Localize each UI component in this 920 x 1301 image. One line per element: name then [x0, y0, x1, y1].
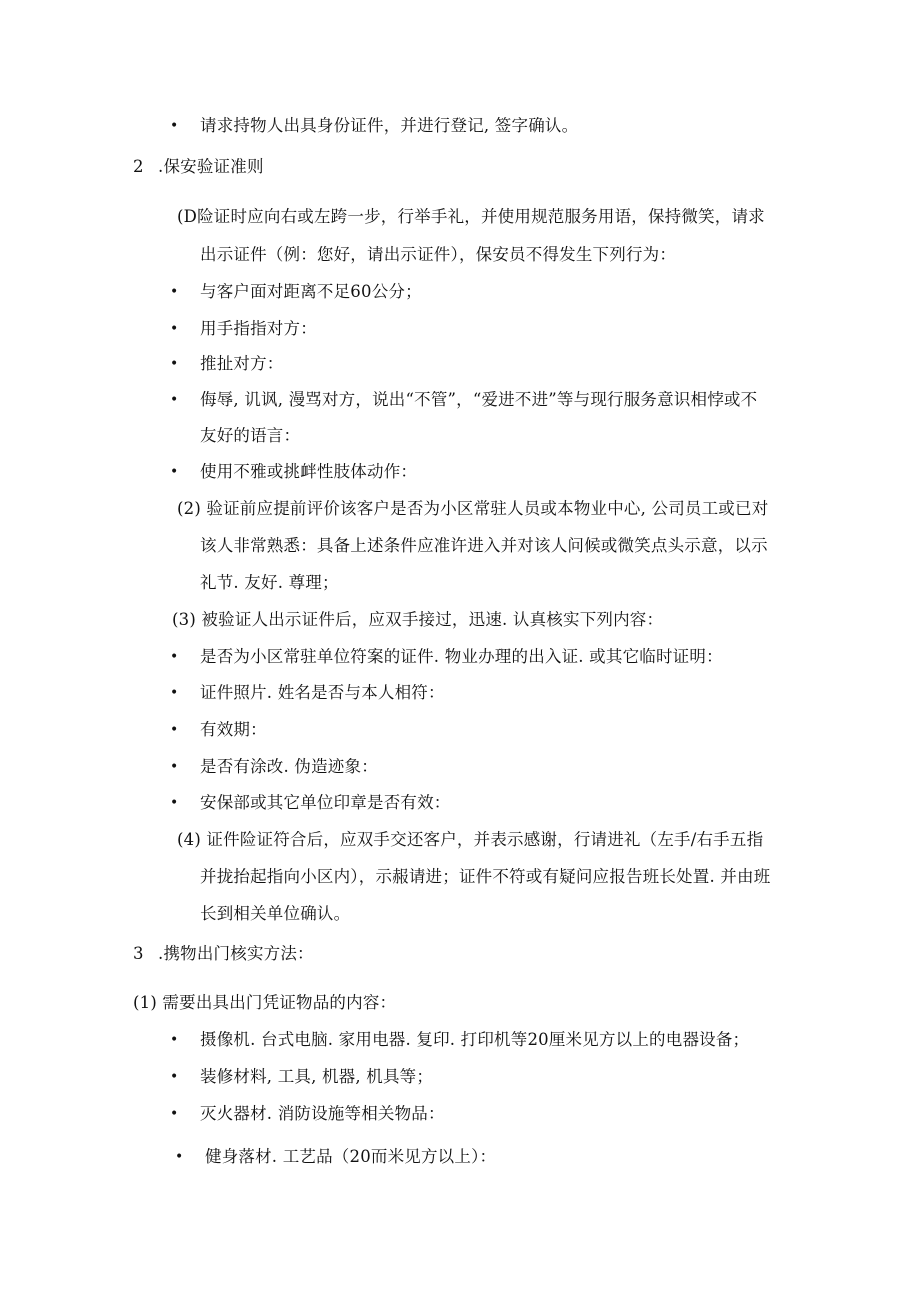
list-item-text: 用手指指对方：: [200, 319, 317, 338]
bullet-icon: •: [170, 759, 179, 775]
bullet-icon: •: [170, 795, 179, 811]
list-item-text: 是否为小区常驻单位符案的证件. 物业办理的出入证. 或其它临时证明：: [200, 647, 723, 666]
paragraph-text: (2) 验证前应提前评价该客户是否为小区常驻人员或本物业中心, 公司员工或已对: [177, 499, 769, 518]
bullet-icon: •: [170, 392, 179, 408]
bullet-icon: •: [170, 1069, 179, 1085]
bullet-icon: •: [170, 685, 179, 701]
list-item-text: 是否有涂改. 伪造迹象：: [200, 757, 378, 776]
paragraph-text: (1) 需要出具出门凭证物品的内容：: [133, 993, 397, 1012]
list-item-text: 安保部或其它单位印章是否有效：: [200, 793, 451, 812]
bullet-icon: •: [170, 1032, 179, 1048]
bullet-icon: •: [170, 356, 179, 372]
paragraph-text: (D险证时应向右或左跨一步，行举手礼，并使用规范服务用语，保持微笑，请求: [177, 207, 765, 226]
section-number: 3: [133, 944, 144, 963]
list-item-text: 有效期：: [200, 720, 267, 739]
list-item-text: 侮辱, 讥讽, 漫骂对方，说出“不管”，“爱进不进”等与现行服务意识相悖或不: [200, 390, 758, 409]
bullet-icon: •: [170, 118, 179, 134]
section-heading: .携物出门核实方法：: [158, 944, 314, 963]
list-item-text: 友好的语言：: [200, 426, 301, 445]
list-item-text: 灭火器材. 消防设施等相关物品：: [200, 1104, 445, 1123]
bullet-icon: •: [170, 321, 179, 337]
list-item-text: 证件照片. 姓名是否与本人相符：: [200, 683, 445, 702]
list-item-text: 摄像机. 台式电脑. 家用电器. 复印. 打印机等20厘米见方以上的电器设备；: [200, 1030, 750, 1049]
paragraph-text: (3) 被验证人出示证件后，应双手接过，迅速. 认真核实下列内容：: [172, 610, 664, 629]
bullet-icon: •: [170, 1106, 179, 1122]
paragraph-text: 并拢抬起指向小区内），示赧请进；证件不符或有疑问应报告班长处置. 并由班: [200, 867, 771, 886]
paragraph-text: 该人非常熟悉：具备上述条件应准许进入并对该人问候或微笑点头示意，以示: [200, 536, 768, 555]
section-heading: .保安验证准则: [158, 157, 264, 176]
bullet-icon: •: [170, 649, 179, 665]
list-item-text: 装修材料, 工具, 机器, 机具等；: [200, 1067, 434, 1086]
bullet-icon: •: [175, 1149, 184, 1165]
section-number: 2: [133, 157, 144, 176]
bullet-icon: •: [170, 284, 179, 300]
list-item-text: 请求持物人出具身份证件，并进行登记, 签字确认。: [200, 116, 579, 135]
paragraph-text: (4) 证件险证符合后，应双手交还客户，并表示感谢，行请进礼（左手/右手五指: [177, 830, 764, 849]
paragraph-text: 长到相关单位确认。: [200, 904, 351, 923]
bullet-icon: •: [170, 464, 179, 480]
list-item-text: 与客户面对距离不足60公分；: [200, 282, 422, 301]
list-item-text: 推扯对方：: [200, 354, 284, 373]
list-item-text: 健身落材. 工艺品（20而米见方以上）：: [205, 1147, 497, 1166]
bullet-icon: •: [170, 722, 179, 738]
paragraph-text: 出示证件（例：您好，请出示证件），保安员不得发生下列行为：: [200, 245, 677, 264]
paragraph-text: 礼节. 友好. 尊理；: [200, 573, 339, 592]
list-item-text: 使用不雅或挑衅性肢体动作：: [200, 462, 418, 481]
